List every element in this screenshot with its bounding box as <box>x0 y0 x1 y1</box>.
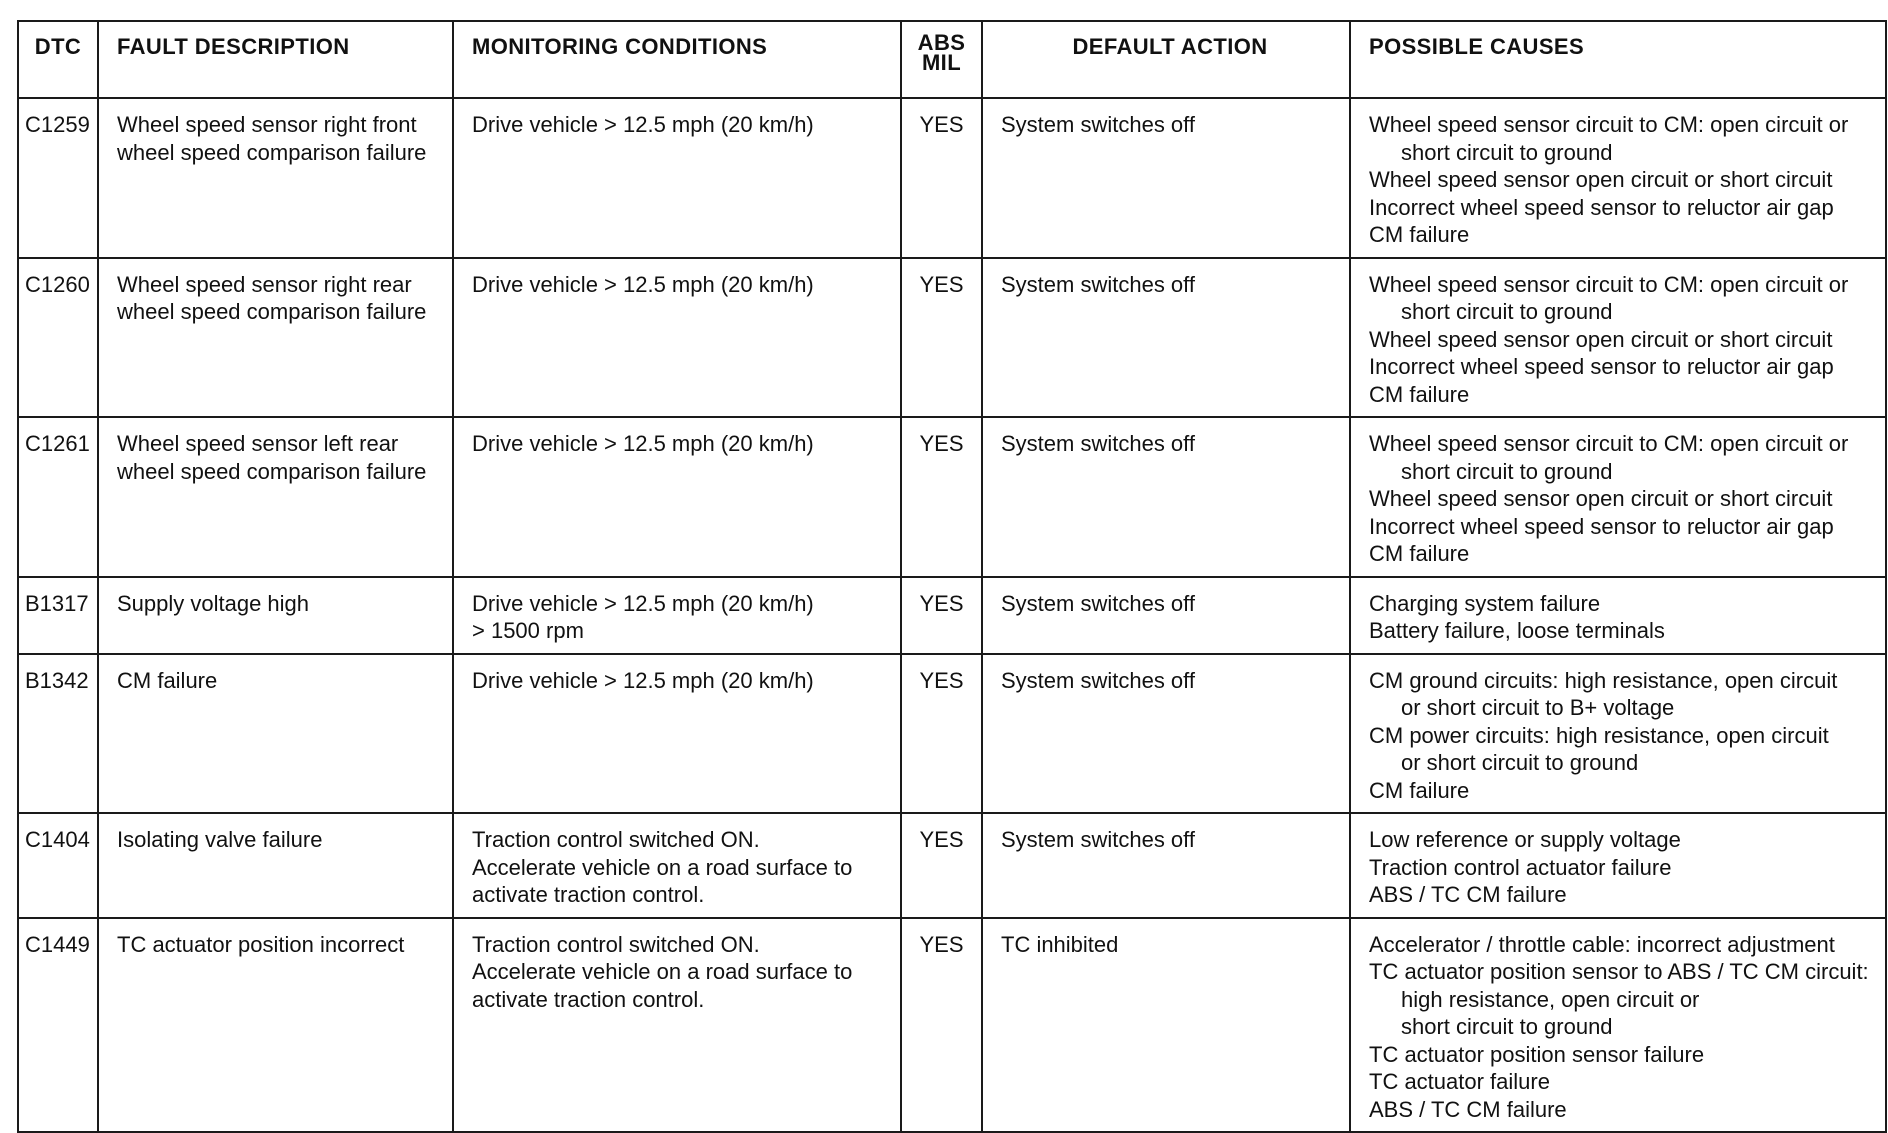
fault-description-line: Supply voltage high <box>117 590 310 616</box>
monitoring-conditions-cell <box>453 98 901 258</box>
possible-cause <box>1369 221 1875 249</box>
possible-cause-line: ABS / TC CM failure <box>1369 1096 1567 1122</box>
possible-cause-line: TC actuator position sensor to ABS / TC CM circuit: <box>1369 959 1869 984</box>
possible-cause <box>1369 722 1875 777</box>
possible-causes-cell <box>1350 918 1886 1133</box>
possible-cause <box>1369 353 1875 381</box>
table-row <box>18 577 1886 654</box>
monitoring-conditions-cell <box>453 918 901 1133</box>
header-dtc: DTC <box>18 21 98 98</box>
header-abs-mil <box>901 21 982 98</box>
table-header <box>18 21 1886 98</box>
dtc-code-cell <box>18 654 98 814</box>
fault-description-cell <box>98 577 453 654</box>
monitoring-condition-line: Drive vehicle > 12.5 mph (20 km/h) <box>472 271 814 297</box>
table-row <box>18 654 1886 814</box>
abs-mil-cell <box>901 577 982 654</box>
dtc-code: C1261 <box>25 431 90 456</box>
monitoring-conditions-cell <box>453 577 901 654</box>
header-default-action: DEFAULT ACTION <box>982 21 1350 98</box>
header-row <box>18 21 1886 98</box>
dtc-code-cell <box>18 98 98 258</box>
fault-description-line: TC actuator position incorrect <box>117 931 405 957</box>
possible-cause-line: Traction control actuator failure <box>1369 854 1672 880</box>
possible-cause <box>1369 881 1875 909</box>
monitoring-conditions-cell <box>453 813 901 918</box>
possible-cause <box>1369 271 1875 326</box>
possible-cause-line: Low reference or supply voltage <box>1369 827 1681 852</box>
table-row <box>18 813 1886 918</box>
possible-cause-line: Wheel speed sensor circuit to CM: open circuit or <box>1369 431 1849 456</box>
header-abs-mil-top: ABS <box>917 30 966 55</box>
default-action-cell <box>982 417 1350 577</box>
possible-causes-cell <box>1350 654 1886 814</box>
fault-description-line: Isolating valve failure <box>117 827 323 852</box>
possible-cause <box>1369 540 1875 568</box>
possible-cause-line: short circuit to ground <box>1401 1014 1613 1039</box>
table-row <box>18 98 1886 258</box>
fault-description-cell <box>98 417 453 577</box>
dtc-document <box>17 20 1885 1133</box>
abs-mil-cell <box>901 918 982 1133</box>
possible-cause-line: TC actuator position sensor failure <box>1369 1041 1705 1067</box>
default-action-cell <box>982 98 1350 258</box>
fault-description-cell <box>98 813 453 918</box>
default-action-text: System switches off <box>1001 590 1195 616</box>
monitoring-conditions-cell <box>453 417 901 577</box>
possible-causes-cell <box>1350 417 1886 577</box>
default-action-text: System switches off <box>1001 827 1195 852</box>
dtc-code: B1317 <box>25 590 89 616</box>
table-row <box>18 918 1886 1133</box>
fault-description-line: wheel speed comparison failure <box>117 458 427 484</box>
monitoring-condition-line: Drive vehicle > 12.5 mph (20 km/h) <box>472 667 814 693</box>
possible-cause-line: Incorrect wheel speed sensor to reluctor air gap <box>1369 194 1834 220</box>
monitoring-condition-line: Drive vehicle > 12.5 mph (20 km/h) <box>472 431 814 456</box>
dtc-code-cell <box>18 258 98 418</box>
possible-cause-line: Wheel speed sensor circuit to CM: open circuit or <box>1369 112 1849 137</box>
header-abs-mil-bottom: MIL <box>921 50 962 75</box>
abs-mil-value: YES <box>919 667 964 693</box>
monitoring-condition-line: Accelerate vehicle on a road surface to <box>472 959 853 984</box>
fault-description-line: Wheel speed sensor left rear <box>117 431 399 456</box>
possible-cause-line: short circuit to ground <box>1401 139 1613 165</box>
monitoring-conditions-cell <box>453 654 901 814</box>
default-action-text: System switches off <box>1001 271 1195 297</box>
table-row <box>18 417 1886 577</box>
possible-cause <box>1369 111 1875 166</box>
dtc-code: C1404 <box>25 827 90 852</box>
abs-mil-value: YES <box>919 112 964 137</box>
possible-causes-cell <box>1350 258 1886 418</box>
abs-mil-cell <box>901 654 982 814</box>
possible-cause <box>1369 513 1875 541</box>
possible-cause <box>1369 777 1875 805</box>
header-possible-causes: POSSIBLE CAUSES <box>1350 21 1886 98</box>
possible-cause-line: Wheel speed sensor circuit to CM: open circuit or <box>1369 271 1849 297</box>
default-action-text: System switches off <box>1001 431 1195 456</box>
abs-mil-cell <box>901 417 982 577</box>
dtc-code: C1449 <box>25 931 90 957</box>
fault-description-line: wheel speed comparison failure <box>117 139 427 165</box>
fault-description-cell <box>98 258 453 418</box>
dtc-code-cell <box>18 417 98 577</box>
possible-causes-cell <box>1350 577 1886 654</box>
table-row <box>18 258 1886 418</box>
possible-cause-line: CM ground circuits: high resistance, open circuit <box>1369 667 1838 693</box>
possible-cause-line: CM failure <box>1369 777 1470 803</box>
abs-mil-cell <box>901 813 982 918</box>
monitoring-condition-line: activate traction control. <box>472 882 705 907</box>
possible-cause-line: CM failure <box>1369 541 1470 566</box>
possible-cause <box>1369 931 1875 959</box>
abs-mil-value: YES <box>919 590 964 616</box>
fault-description-cell <box>98 654 453 814</box>
possible-cause-line: Incorrect wheel speed sensor to reluctor air gap <box>1369 354 1834 379</box>
possible-cause <box>1369 430 1875 485</box>
default-action-text: System switches off <box>1001 112 1195 137</box>
dtc-code: C1260 <box>25 271 90 297</box>
possible-cause <box>1369 485 1875 513</box>
header-monitoring-conditions: MONITORING CONDITIONS <box>453 21 901 98</box>
possible-cause <box>1369 958 1875 1041</box>
possible-cause <box>1369 381 1875 409</box>
monitoring-condition-line: > 1500 rpm <box>472 618 584 643</box>
dtc-code: B1342 <box>25 667 89 693</box>
possible-cause <box>1369 1096 1875 1124</box>
possible-cause <box>1369 826 1875 854</box>
possible-cause <box>1369 194 1875 222</box>
dtc-table <box>17 20 1887 1133</box>
monitoring-condition-line: Drive vehicle > 12.5 mph (20 km/h) <box>472 590 814 616</box>
possible-cause <box>1369 166 1875 194</box>
abs-mil-value: YES <box>919 271 964 297</box>
possible-cause-line: Wheel speed sensor open circuit or short circuit <box>1369 326 1833 352</box>
dtc-code-cell <box>18 577 98 654</box>
header-fault-description: FAULT DESCRIPTION <box>98 21 453 98</box>
default-action-cell <box>982 918 1350 1133</box>
default-action-cell <box>982 258 1350 418</box>
possible-cause-line: Incorrect wheel speed sensor to reluctor air gap <box>1369 513 1834 539</box>
possible-causes-cell <box>1350 813 1886 918</box>
possible-cause-line: Accelerator / throttle cable: incorrect adjustment <box>1369 931 1835 957</box>
possible-cause <box>1369 1068 1875 1096</box>
fault-description-cell <box>98 98 453 258</box>
possible-cause-line: Charging system failure <box>1369 590 1601 616</box>
possible-cause-line: TC actuator failure <box>1369 1069 1550 1094</box>
possible-cause <box>1369 617 1875 645</box>
monitoring-conditions-cell <box>453 258 901 418</box>
possible-cause-line: ABS / TC CM failure <box>1369 882 1567 907</box>
monitoring-condition-line: Accelerate vehicle on a road surface to <box>472 854 853 880</box>
possible-cause-line: CM failure <box>1369 222 1470 247</box>
fault-description-line: CM failure <box>117 667 218 693</box>
default-action-cell <box>982 813 1350 918</box>
monitoring-condition-line: Traction control switched ON. <box>472 931 760 957</box>
abs-mil-cell <box>901 98 982 258</box>
default-action-text: TC inhibited <box>1001 931 1119 957</box>
default-action-cell <box>982 654 1350 814</box>
abs-mil-value: YES <box>919 931 964 957</box>
table-body <box>18 98 1886 1132</box>
fault-description-line: Wheel speed sensor right rear <box>117 271 412 297</box>
possible-cause <box>1369 1041 1875 1069</box>
possible-cause-line: high resistance, open circuit or <box>1401 986 1700 1012</box>
abs-mil-value: YES <box>919 827 964 852</box>
default-action-cell <box>982 577 1350 654</box>
possible-cause-line: CM power circuits: high resistance, open circuit <box>1369 722 1829 748</box>
possible-cause <box>1369 326 1875 354</box>
possible-cause <box>1369 667 1875 722</box>
possible-cause-line: or short circuit to ground <box>1401 750 1639 775</box>
possible-cause-line: Battery failure, loose terminals <box>1369 618 1665 643</box>
default-action-text: System switches off <box>1001 667 1195 693</box>
dtc-code-cell <box>18 813 98 918</box>
dtc-code-cell <box>18 918 98 1133</box>
possible-cause-line: short circuit to ground <box>1401 299 1613 324</box>
fault-description-line: Wheel speed sensor right front <box>117 112 417 137</box>
possible-cause-line: or short circuit to B+ voltage <box>1401 695 1675 720</box>
possible-causes-cell <box>1350 98 1886 258</box>
dtc-code: C1259 <box>25 112 90 137</box>
possible-cause-line: Wheel speed sensor open circuit or short circuit <box>1369 486 1833 511</box>
abs-mil-value: YES <box>919 431 964 456</box>
possible-cause <box>1369 590 1875 618</box>
possible-cause <box>1369 854 1875 882</box>
possible-cause-line: Wheel speed sensor open circuit or short circuit <box>1369 167 1833 192</box>
monitoring-condition-line: Drive vehicle > 12.5 mph (20 km/h) <box>472 112 814 137</box>
abs-mil-cell <box>901 258 982 418</box>
possible-cause-line: short circuit to ground <box>1401 458 1613 484</box>
possible-cause-line: CM failure <box>1369 381 1470 407</box>
fault-description-cell <box>98 918 453 1133</box>
monitoring-condition-line: activate traction control. <box>472 986 705 1012</box>
fault-description-line: wheel speed comparison failure <box>117 299 427 324</box>
monitoring-condition-line: Traction control switched ON. <box>472 827 760 852</box>
